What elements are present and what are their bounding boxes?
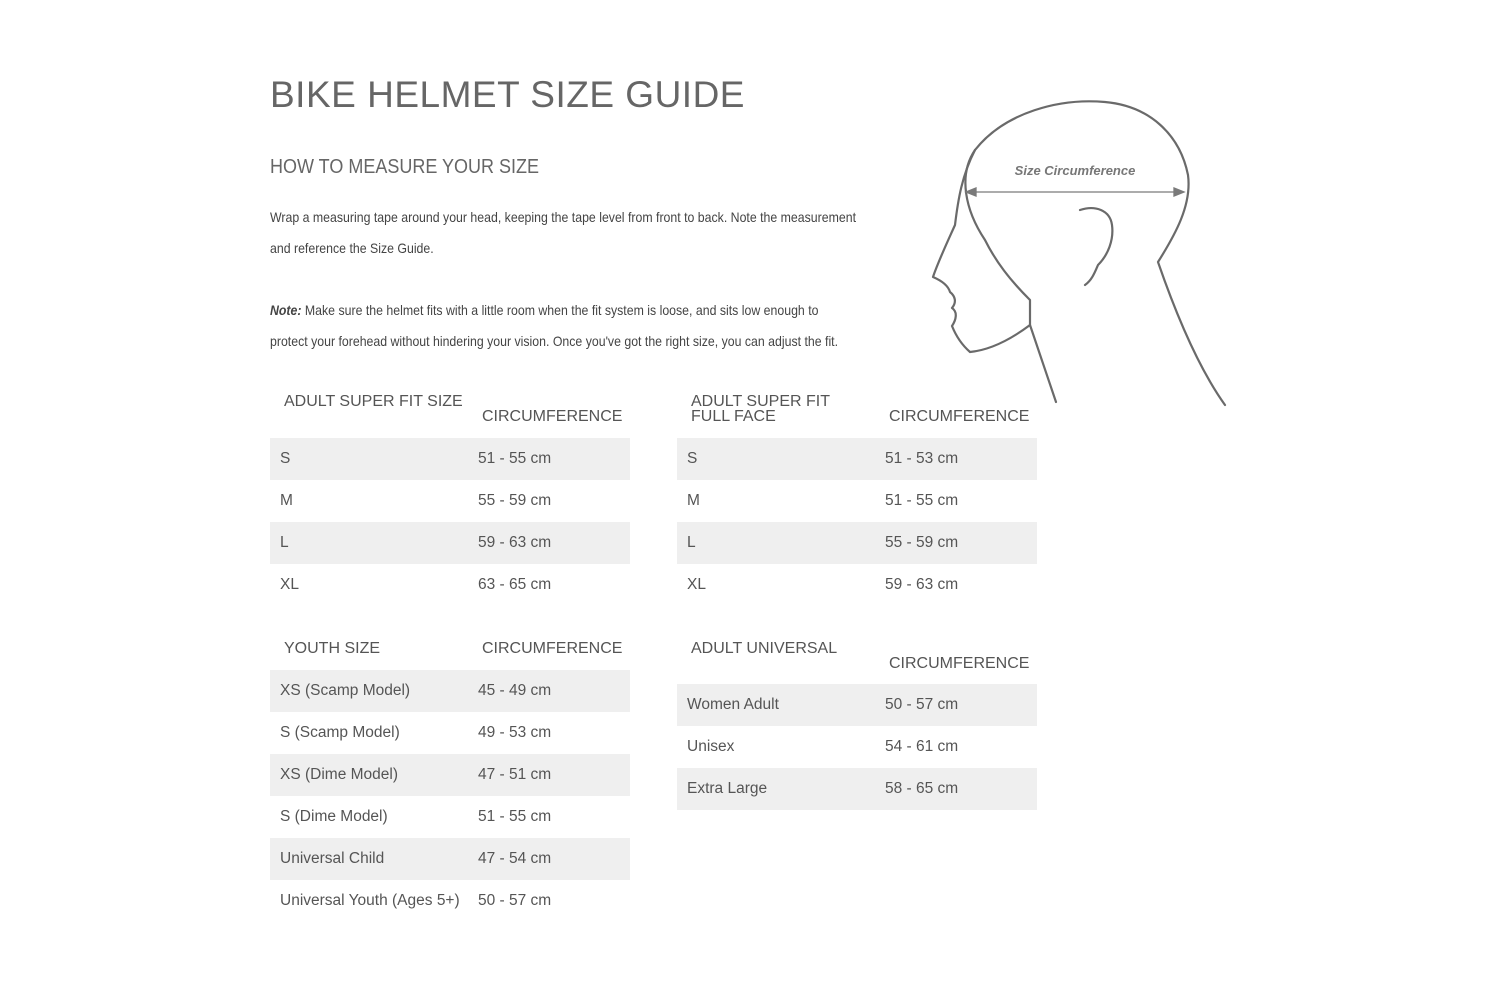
table-row (270, 838, 630, 880)
note-line-1 (270, 295, 904, 326)
size-cell: Women Adult (687, 696, 779, 713)
size-cell: L (280, 534, 289, 551)
circumference-cell: 54 - 61 cm (885, 738, 959, 755)
circumference-cell: 49 - 53 cm (478, 724, 552, 741)
table-header (677, 632, 1037, 684)
note-text-1: Make sure the helmet fits with a little room when the fit system is loose, and sits low enough to (301, 302, 819, 318)
table-row (677, 522, 1037, 564)
table-row (270, 754, 630, 796)
size-cell: XL (687, 576, 706, 593)
circumference-cell: 55 - 59 cm (885, 534, 959, 551)
page-title: BIKE HELMET SIZE GUIDE (270, 74, 745, 115)
adult-super-fit-table (270, 386, 630, 606)
table-row (270, 670, 630, 712)
note-line-2: protect your forehead without hindering your vision. Once you've got the right size, you can adjust the fit. (270, 333, 839, 349)
size-cell: Universal Child (280, 850, 385, 867)
table-header (270, 386, 630, 438)
size-header: ADULT SUPER FIT SIZE (284, 393, 463, 410)
size-cell: S (280, 450, 291, 467)
size-header-line-2: FULL FACE (691, 408, 776, 425)
size-cell: Unisex (687, 738, 735, 755)
table-row (677, 480, 1037, 522)
table-row (677, 684, 1037, 726)
circumference-header: CIRCUMFERENCE (482, 408, 623, 425)
circumference-cell: 51 - 53 cm (885, 450, 959, 467)
table-header (270, 632, 630, 670)
circumference-cell: 55 - 59 cm (478, 492, 552, 509)
circumference-cell: 50 - 57 cm (885, 696, 959, 713)
table-row (270, 480, 630, 522)
face-outline (933, 150, 1030, 352)
size-header-line-1: ADULT SUPER FIT (691, 393, 830, 410)
size-cell: M (687, 492, 700, 509)
table-row (270, 522, 630, 564)
size-header: ADULT UNIVERSAL (691, 640, 838, 657)
circumference-cell: 58 - 65 cm (885, 780, 959, 797)
circumference-cell: 47 - 51 cm (478, 766, 552, 783)
circumference-cell: 45 - 49 cm (478, 682, 552, 699)
table-row (270, 564, 630, 606)
head-measurement-illustration (925, 95, 1235, 410)
instructions-paragraph (270, 202, 904, 264)
circumference-cell: 51 - 55 cm (478, 808, 552, 825)
table-row (677, 438, 1037, 480)
youth-size-table (270, 632, 630, 922)
size-cell: S (687, 450, 698, 467)
circumference-cell: 59 - 63 cm (885, 576, 959, 593)
table-body (270, 438, 630, 606)
table-header (677, 386, 1037, 438)
table-body (677, 684, 1037, 810)
size-cell: Universal Youth (Ages 5+) (280, 892, 460, 909)
table-body (270, 670, 630, 922)
size-circumference-label: Size Circumference (1014, 163, 1136, 178)
size-header: YOUTH SIZE (284, 640, 381, 657)
circumference-cell: 50 - 57 cm (478, 892, 552, 909)
table-row (270, 712, 630, 754)
adult-super-fit-full-face-table (677, 386, 1037, 606)
adult-universal-table (677, 632, 1037, 810)
circumference-header: CIRCUMFERENCE (889, 655, 1030, 672)
section-subtitle: HOW TO MEASURE YOUR SIZE (270, 156, 540, 178)
size-cell: M (280, 492, 293, 509)
size-cell: S (Scamp Model) (280, 724, 400, 741)
head-outline (965, 101, 1225, 405)
table-row (677, 726, 1037, 768)
size-cell: XL (280, 576, 299, 593)
table-body (677, 438, 1037, 606)
table-row (677, 768, 1037, 810)
circumference-arrow (966, 188, 1184, 196)
instructions-line-1: Wrap a measuring tape around your head, keeping the tape level from front to back. Note the measurement (270, 209, 856, 225)
circumference-cell: 51 - 55 cm (478, 450, 552, 467)
table-row (677, 564, 1037, 606)
size-cell: XS (Scamp Model) (280, 682, 411, 699)
table-row (270, 880, 630, 922)
size-cell: XS (Dime Model) (280, 766, 398, 783)
circumference-cell: 47 - 54 cm (478, 850, 552, 867)
size-cell: S (Dime Model) (280, 808, 388, 825)
ear-outline (1080, 208, 1112, 285)
size-cell: Extra Large (687, 780, 768, 797)
note-label: Note: (270, 302, 302, 318)
circumference-header: CIRCUMFERENCE (482, 640, 623, 657)
circumference-cell: 51 - 55 cm (885, 492, 959, 509)
circumference-header: CIRCUMFERENCE (889, 408, 1030, 425)
size-cell: L (687, 534, 696, 551)
circumference-cell: 59 - 63 cm (478, 534, 552, 551)
table-row (270, 438, 630, 480)
note-paragraph (270, 295, 904, 357)
instructions-line-2: and reference the Size Guide. (270, 240, 434, 256)
circumference-cell: 63 - 65 cm (478, 576, 552, 593)
table-row (270, 796, 630, 838)
